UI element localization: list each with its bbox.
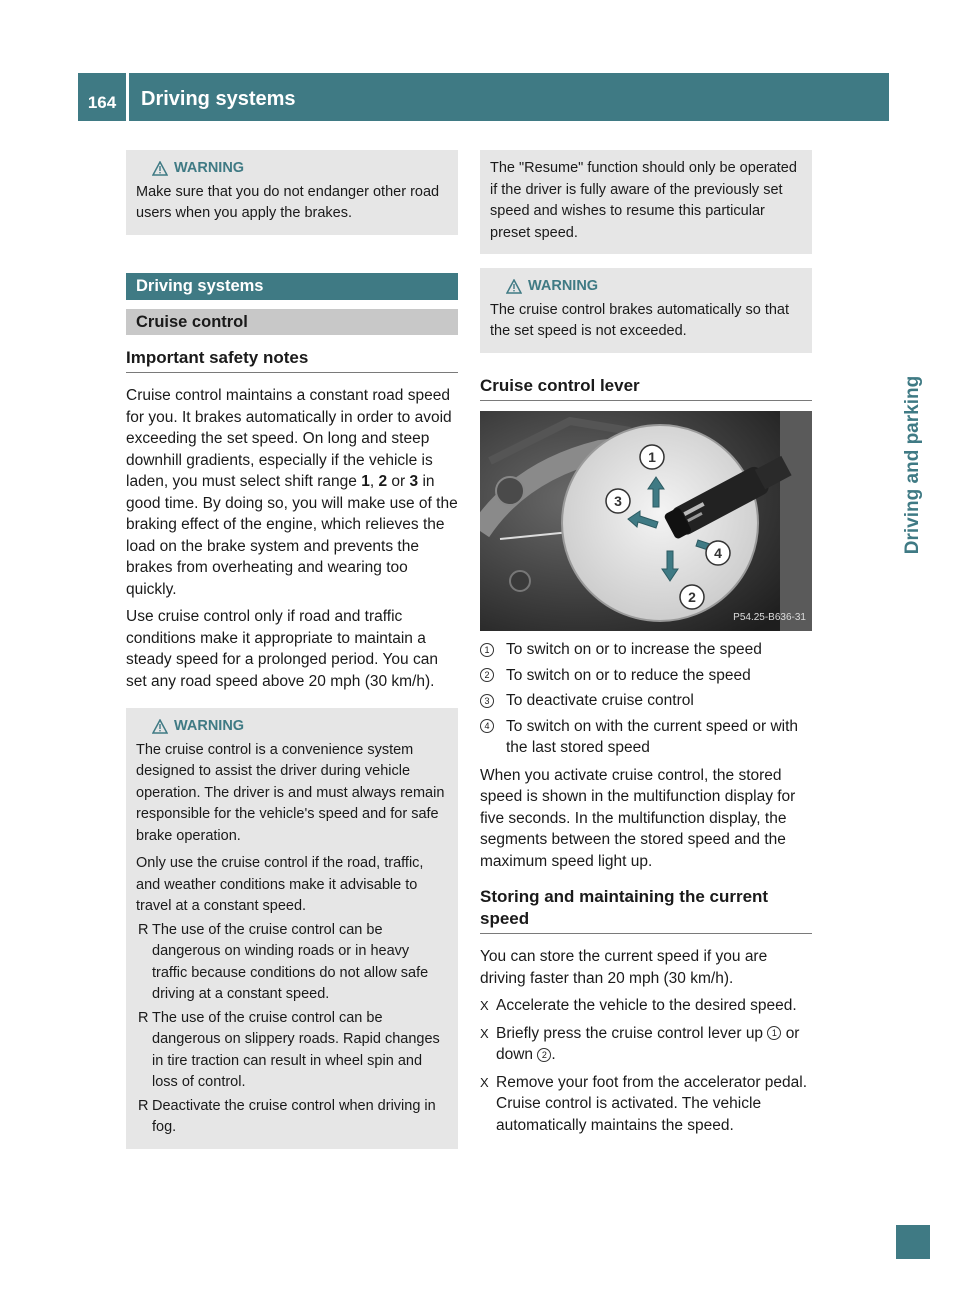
right-column [480, 150, 812, 1136]
step-text-part: . [551, 1046, 556, 1063]
para-text: Cruise control maintains a constant road speed for you. It brakes automatically in order to avoid exceeding the set speed. On long and steep downhill gradients, especially if the vehicle is laden, you must select shift range [126, 387, 452, 490]
instruction-step [480, 995, 812, 1017]
callout-2 [680, 585, 704, 609]
callout-1 [640, 445, 664, 469]
warning-triangle-icon [506, 279, 522, 294]
instruction-step [480, 1023, 812, 1066]
heading-storing-speed: Storing and maintaining the current speed [480, 886, 812, 934]
legend-item [480, 716, 812, 759]
instruction-step [480, 1072, 812, 1137]
section-title: Driving systems [126, 273, 458, 300]
gear-2: 2 [378, 473, 388, 490]
step-mark: X [480, 1074, 489, 1090]
callout-3 [606, 489, 630, 513]
side-tab [896, 335, 930, 595]
warning-header [152, 158, 448, 180]
page-title: Driving systems [141, 88, 296, 110]
page-number: 164 [87, 93, 117, 112]
warning-box-convenience [126, 708, 458, 1149]
warning-triangle-icon [152, 719, 168, 734]
note-text: The "Resume" function should only be operated if the driver is fully aware of the previously set speed and wishes to resume this particular preset speed. [490, 160, 797, 241]
step-mark: X [480, 1025, 489, 1041]
warning-text: The cruise control is a convenience system designed to assist the driver during vehicle operation. The driver is and must always remain responsible for the vehicle's speed and for safe brake operation. [136, 741, 445, 844]
heading-safety-notes: Important safety notes [126, 347, 458, 374]
step-text-part: or down [496, 1024, 800, 1063]
legend-item [480, 665, 812, 687]
left-column [126, 150, 458, 1149]
warning-text: Only use the cruise control if the road, traffic, and weather conditions make it advisable to travel at a constant speed. [136, 855, 424, 914]
svg-text:1: 1 [648, 449, 656, 465]
step-result: Cruise control is activated. The vehicle automatically maintains the speed. [496, 1095, 762, 1134]
bullet-mark: R [138, 1009, 149, 1026]
paragraph-usage: Use cruise control only if road and traffic conditions make it appropriate to maintain a steady speed for a prolonged period. You can set any road speed above 20 mph (30 km/h). [126, 608, 438, 690]
step-text [496, 1023, 812, 1066]
svg-text:2: 2 [688, 589, 696, 605]
warning-triangle-icon [152, 161, 168, 176]
figure-code: P54.25-B636-31 [733, 611, 806, 623]
bullet-mark: R [138, 1097, 149, 1114]
legend-item [480, 639, 812, 661]
warning-header [152, 716, 448, 738]
side-tab-label: Driving and parking [902, 375, 923, 555]
para-text: or [391, 473, 406, 490]
cruise-control-lever-figure [480, 411, 812, 631]
lever-illustration [480, 411, 812, 631]
step-text-part: Remove your foot from the accelerator pedal. [496, 1073, 808, 1091]
legend-text: To deactivate cruise control [506, 692, 694, 709]
resume-note-box [480, 150, 812, 254]
warning-header [506, 276, 802, 298]
legend-text: To switch on or to increase the speed [506, 641, 762, 658]
bullet-text: Deactivate the cruise control when driving in fog. [152, 1097, 436, 1135]
step-mark: X [480, 998, 489, 1013]
step-text [496, 1072, 812, 1137]
callout-number: 2 [480, 668, 494, 682]
list-item [136, 1096, 448, 1139]
warning-box-brakes [126, 150, 458, 235]
callout-number: 4 [480, 719, 494, 733]
warning-label: WARNING [174, 718, 245, 734]
step-text: Accelerate the vehicle to the desired speed. [496, 997, 797, 1014]
legend-text: To switch on or to reduce the speed [506, 666, 751, 684]
warning-label: WARNING [528, 278, 599, 294]
para-text: in good time. By doing so, you will make use of the braking effect of the engine, which relieves the load on the brake system and prevents the brakes from overheating and wearing too quickly. [126, 473, 458, 598]
step-text-part: Briefly press the cruise control lever up [496, 1024, 764, 1042]
bullet-text: The use of the cruise control can be dangerous on slippery roads. Rapid changes in tire traction can result in wheel spin and loss of control. [152, 1009, 440, 1090]
gear-3: 3 [409, 473, 419, 490]
bullet-text: The use of the cruise control can be dangerous on winding roads or in heavy traffic because conditions do not allow safe driving at a constant speed. [152, 921, 429, 1002]
side-tab-marker [896, 1225, 930, 1259]
svg-text:3: 3 [614, 493, 622, 509]
heading-cruise-lever: Cruise control lever [480, 375, 812, 402]
warning-text: The cruise control brakes automatically so that the set speed is not exceeded. [490, 301, 789, 339]
callout-number: 2 [537, 1048, 551, 1062]
paragraph-stored-speed: When you activate cruise control, the stored speed is shown in the multifunction display for five seconds. In the multifunction display, the segments between the stored speed and the maximum speed light up. [480, 766, 796, 870]
warning-text: Make sure that you do not endanger other road users when you apply the brakes. [136, 183, 440, 221]
separator: , [369, 473, 375, 490]
svg-text:4: 4 [714, 545, 722, 561]
list-item [136, 1008, 448, 1094]
figure-legend [480, 639, 812, 759]
gear-1: 1 [361, 473, 370, 490]
callout-number: 1 [767, 1026, 781, 1040]
bullet-mark: R [138, 921, 149, 938]
header-divider [126, 73, 129, 121]
paragraph-cruise-intro [126, 385, 458, 600]
callout-number: 3 [480, 694, 494, 708]
legend-item [480, 690, 812, 712]
paragraph-store-condition: You can store the current speed if you are driving faster than 20 mph (30 km/h). [480, 948, 768, 987]
legend-text: To switch on with the current speed or with the last stored speed [506, 717, 799, 756]
subsection-title: Cruise control [126, 309, 458, 335]
callout-4 [706, 541, 730, 565]
list-item [136, 920, 448, 1006]
warning-box-auto-brake [480, 268, 812, 353]
warning-label: WARNING [174, 160, 245, 176]
callout-number: 1 [480, 643, 494, 657]
